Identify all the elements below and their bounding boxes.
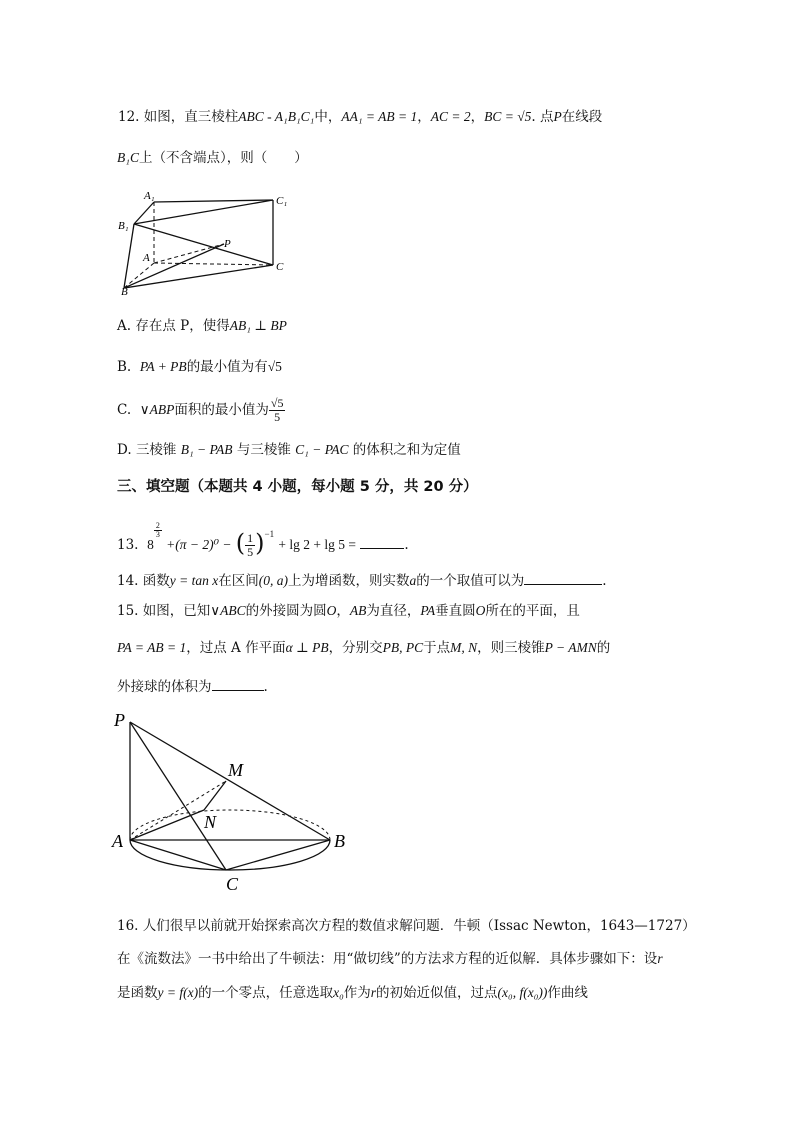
q13: 13. 8 $\frac{2}{3}$ +(π − 2)⁰ − ( $\frac{1}{5}$ )$^{-1}$ + lg 2 + lg 5 = . bbox=[117, 521, 409, 559]
label-A1: A₁ bbox=[144, 190, 155, 202]
q14-answer-blank[interactable] bbox=[524, 570, 602, 585]
q12-option-a: A. 存在点 P，使得AB₁ ⊥ BP bbox=[117, 318, 287, 334]
q12-option-b: B. PA + PB的最小值为有√5 bbox=[117, 359, 282, 375]
label-M: M bbox=[228, 760, 243, 780]
section-title: 三、填空题（本题共 4 小题，每小题 5 分，共 20 分） bbox=[117, 479, 478, 495]
q16-line2: 在《流数法》一书中给出了牛顿法：用“做切线”的方法求方程的近似解．具体步骤如下：设r bbox=[117, 951, 663, 967]
q13-exponent: $\frac{2}{3}$ bbox=[155, 521, 160, 539]
q12-line1: 12. 如图，直三棱柱ABC - A₁B₁C₁中，AA₁ = AB = 1，AC = 2，BC = √5. 点P在线段 bbox=[118, 109, 603, 125]
label-C: C bbox=[226, 874, 239, 894]
sphere-figure bbox=[108, 706, 358, 898]
q12-option-c: C. ∨ABP面积的最小值为 $\frac{√5}{5}$ bbox=[117, 396, 284, 424]
q13-fraction: $\frac{1}{5}$ bbox=[247, 531, 254, 559]
label-P: P bbox=[114, 710, 125, 730]
label-B: B bbox=[121, 286, 128, 298]
q15-line3: 外接球的体积为 . bbox=[117, 676, 268, 697]
q16-line1: 16. 人们很早以前就开始探索高次方程的数值求解问题．牛顿（Issac Newton，1643—1727） bbox=[117, 918, 696, 934]
q15-answer-blank[interactable] bbox=[212, 676, 264, 691]
q14: 14. 函数y = tan x在区间(0, a)上为增函数，则实数a的一个取值可以为 . bbox=[117, 570, 607, 591]
option-c-fraction: $\frac{√5}{5}$ bbox=[270, 396, 284, 424]
prism-figure bbox=[110, 186, 300, 298]
label-N: N bbox=[204, 812, 217, 832]
q12-line2: B₁C上（不含端点），则（ ） bbox=[117, 150, 308, 166]
prism-name: ABC - A₁B₁C₁ bbox=[238, 109, 315, 124]
q15-line1: 15. 如图，已知∨ABC的外接圆为圆O，AB为直径，PA垂直圆O所在的平面，且 bbox=[117, 603, 580, 619]
label-C: C bbox=[276, 261, 284, 273]
q16-line3: 是函数y = f(x)的一个零点，任意选取x₀作为r的初始近似值，过点(x₀, f(x₀))作曲线 bbox=[117, 985, 588, 1001]
q13-answer-blank[interactable] bbox=[360, 534, 404, 549]
label-P: P bbox=[224, 238, 231, 250]
label-B1: B₁ bbox=[118, 220, 129, 232]
q15-line2: PA = AB = 1，过点 A 作平面α ⊥ PB，分别交PB, PC于点M, N，则三棱锥P − AMN的 bbox=[117, 640, 611, 656]
q12-option-d: D. 三棱锥 B₁ − PAB 与三棱锥 C₁ − PAC 的体积之和为定值 bbox=[117, 442, 461, 458]
label-A: A bbox=[112, 831, 123, 851]
label-C1: C₁ bbox=[276, 195, 288, 207]
label-A: A bbox=[143, 252, 150, 264]
label-B: B bbox=[334, 831, 345, 851]
